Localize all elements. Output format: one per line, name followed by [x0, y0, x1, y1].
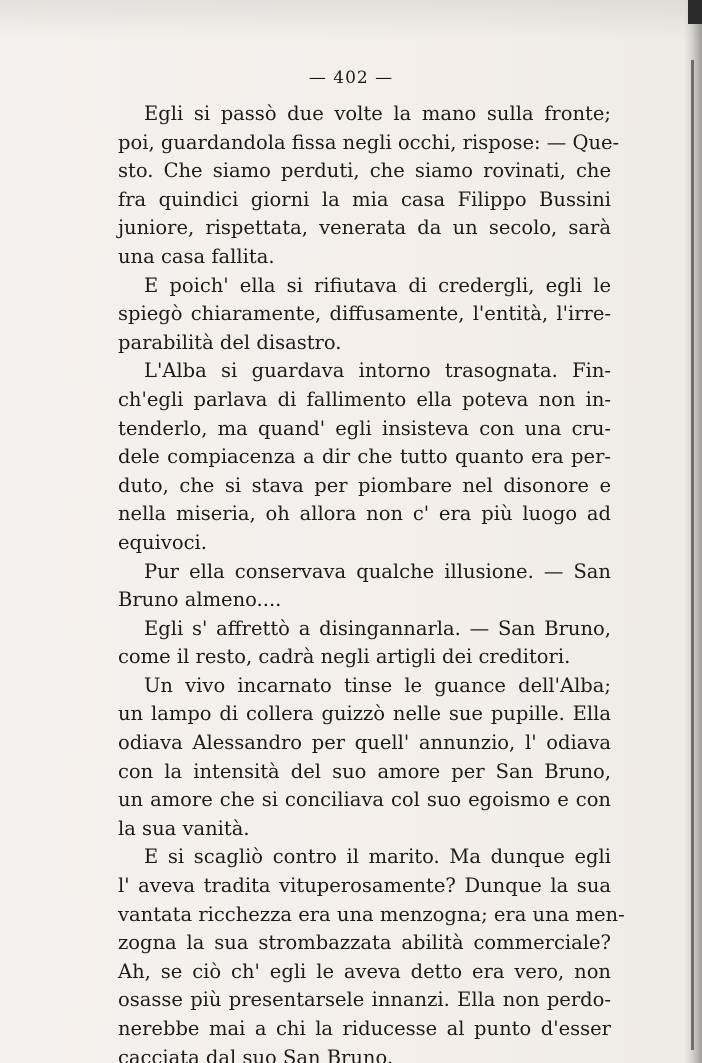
text-line: odiava Alessandro per quell' annunzio, l' odiava [118, 731, 611, 755]
text-line: dele compiacenza a dir che tutto quanto era per- [118, 445, 611, 469]
text-line: Un vivo incarnato tinse le guance dell'Alba; [144, 673, 611, 697]
text-line: Egli s' affrettò a disingannarla. — San Bruno, [144, 616, 611, 640]
text-line: duto, che si stava per piombare nel disonore e [118, 473, 611, 497]
text-line: l' aveva tradita vituperosamente? Dunque la sua [118, 874, 611, 898]
text-line: juniore, rispettata, venerata da un secolo, sarà [118, 216, 611, 240]
binding-corner [688, 0, 702, 24]
text-line: fra quindici giorni la mia casa Filippo Bussini [118, 187, 611, 211]
page-number: — 402 — [308, 68, 394, 88]
text-line: un lampo di collera guizzò nelle sue pupille. Ella [118, 702, 611, 726]
page-top-shadow [0, 0, 702, 40]
text-line: come il resto, cadrà negli artigli dei creditori. [118, 645, 571, 669]
text-line: con la intensità del suo amore per San Bruno, [118, 759, 611, 783]
text-line: Ah, se ciò ch' egli le aveva detto era vero, non [118, 959, 611, 983]
body-text [118, 100, 625, 1063]
paragraph [118, 357, 611, 557]
text-line: ch'egli parlava di fallimento ella poteva non in- [118, 387, 611, 411]
text-line: parabilità del disastro. [118, 330, 342, 354]
text-line: Pur ella conservava qualche illusione. — San [144, 559, 611, 583]
text-line: una casa fallita. [118, 244, 275, 268]
text-line: nella miseria, oh allora non c' era più luogo ad [118, 502, 611, 526]
text-line: Bruno almeno.... [118, 588, 282, 612]
text-line: E si scagliò contro il marito. Ma dunque egli [144, 845, 611, 869]
paragraph [118, 843, 625, 1063]
text-line: Egli si passò due volte la mano sulla fronte; [144, 102, 611, 125]
text-line: osasse più presentarsele innanzi. Ella non perdo- [118, 988, 611, 1012]
text-line: vantata ricchezza era una menzogna; era una men- [118, 902, 625, 926]
text-line: poi, guardandola fissa negli occhi, rispose: — Que- [118, 130, 620, 154]
paragraph [118, 672, 611, 844]
text-line: E poich' ella si rifiutava di credergli, egli le [144, 273, 611, 297]
text-line: cacciata dal suo San Bruno. [118, 1045, 394, 1063]
binding-line [691, 60, 694, 1050]
text-line: spiegò chiaramente, diffusamente, l'entità, l'irre- [118, 302, 611, 326]
text-line: nerebbe mai a chi la riducesse al punto d'esser [118, 1017, 611, 1040]
paragraph [118, 100, 620, 272]
text-line: un amore che si conciliava col suo egoismo e con [118, 788, 611, 812]
paragraph [118, 615, 611, 672]
text-line: tenderlo, ma quand' egli insisteva con una cru- [118, 416, 611, 440]
text-line: zogna la sua strombazzata abilità commerciale? [118, 931, 611, 955]
paragraph [118, 558, 611, 615]
text-line: la sua vanità. [118, 816, 250, 840]
text-line: sto. Che siamo perduti, che siamo rovinati, che [118, 159, 611, 183]
text-line: L'Alba si guardava intorno trasognata. Fin- [144, 359, 611, 383]
text-line: equivoci. [118, 530, 207, 554]
paragraph [118, 272, 611, 358]
